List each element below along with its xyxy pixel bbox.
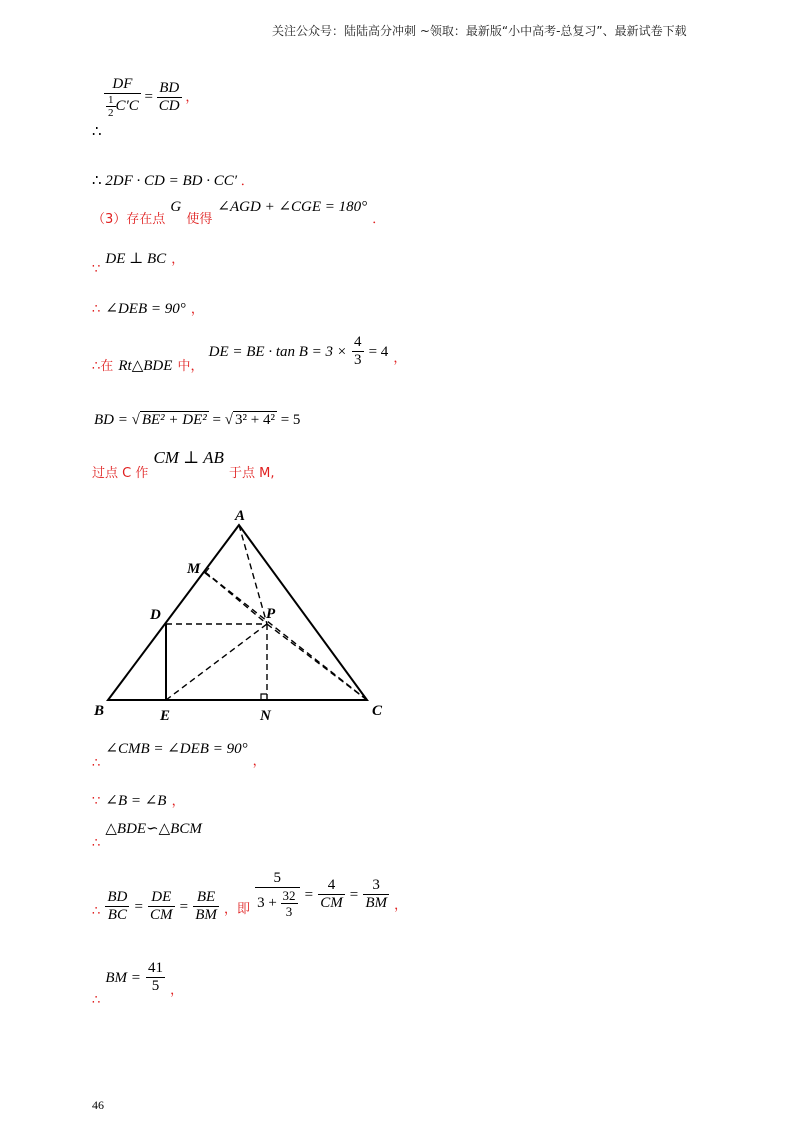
fraction-de-cm: $\frac{DE}{CM}$ [150,889,173,923]
bm-result: $_\therefore$ BM = $\frac{41}{5}$ $_,$ [92,960,184,1008]
label-d: D [150,607,161,623]
page-header: 关注公众号：陆陆高分冲刺 ~领取：最新版“小中高考-总复习”、最新试卷下载 [272,24,687,38]
bd-calculation: BD = √ BE² + DE² = √ 3² + 4² = 5 [94,412,301,428]
triangle-figure [90,500,400,730]
fraction-4-3: $\frac{4}{3}$ [354,334,362,368]
segment-ep [166,624,267,700]
part-3-statement: $_{(3)存在点}$ G $_{使得}$ ∠AGD + ∠CGE = 180° $_.$ [92,199,386,227]
equal-angles-statement: $_\therefore$ ∠CMB = ∠DEB = 90° $_,$ [92,741,266,771]
label-b: B [94,703,105,719]
fraction-4-cm: $\frac{4}{CM}$ [320,877,343,911]
therefore-symbol: ∴ [92,124,102,140]
segment-cm [205,572,367,700]
fraction-bd-bc: $\frac{BD}{BC}$ [107,889,128,923]
page-number: 46 [92,1098,104,1112]
triangle-abc [108,525,367,700]
label-e: E [160,708,171,724]
segment-pc [267,624,367,700]
fraction-3-bm: $\frac{3}{BM}$ [365,877,388,911]
fraction-bd-cd: $\frac{BD}{CD}$ [158,80,180,114]
label-a: A [235,508,246,524]
label-c: C [372,703,383,719]
common-angle-statement: ∵ ∠B = ∠B ， [92,793,185,809]
construction-statement: $_{过点 C 作}$ CM ⊥ AB $_{于点 M,}$ [92,448,275,481]
product-equation: ∴ 2DF · CD = BD · CC′ ． [92,173,254,189]
label-m: M [187,561,201,577]
fraction-41-5: $\frac{41}{5}$ [148,960,163,994]
de-calculation: $_{\therefore 在}$ Rt△BDE $_{中,}$ DE = BE · tan B = 3 × $\frac{4}{3}$ = 4 $_,$ [92,334,407,374]
fraction-df: DF $\frac{1}{2}$ C′C [104,76,141,119]
fraction-be-bm: $\frac{BE}{BM}$ [195,889,217,923]
label-p: P [266,606,276,622]
ratio-equation-1: DF $\frac{1}{2}$ C′C = $\frac{BD}{CD}$ ， [104,76,198,119]
fraction-5-over-3-plus: 5 3 + $\frac{32}{3}$ [255,870,299,919]
right-angle-statement: ∴ ∠DEB = 90° ， [92,301,204,317]
segment-mp [205,572,267,624]
perpendicular-statement: $_\because$ DE ⊥ BC ， [92,251,185,277]
similarity-statement: $_\therefore$ △BDE∽△BCM [92,821,202,851]
label-n: N [260,708,271,724]
proportion-equation: $_\therefore$ $\frac{BD}{BC}$ = $\frac{DE}{CM}$ = $\frac{BE}{BM}$ $_{,即}$ 5 3 + $\frac{32}{3}$ = $\frac{4}{CM}$ = $\frac{3}{BM}$ $_,$ [92,870,408,923]
